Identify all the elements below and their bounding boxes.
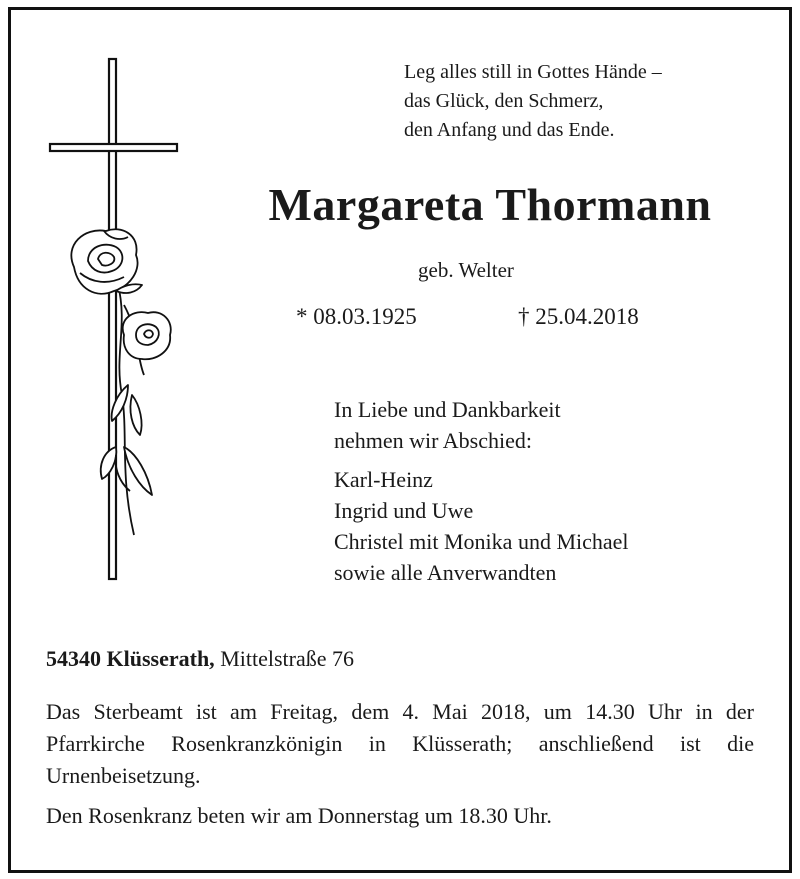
address <box>46 646 354 672</box>
farewell-line: In Liebe und Dankbarkeit <box>334 397 561 422</box>
death-date: † 25.04.2018 <box>518 304 639 329</box>
mourners-block <box>334 394 629 588</box>
motto-line: das Glück, den Schmerz, <box>404 90 604 112</box>
motto-verse <box>404 58 662 145</box>
rosary-notice: Den Rosenkranz beten wir am Donnerstag um 18.30 Uhr. <box>46 803 552 828</box>
mourner-name: Karl-Heinz <box>334 467 433 492</box>
life-dates <box>296 304 639 330</box>
deceased-name: Margareta Thormann <box>268 179 712 230</box>
motto-line: Leg alles still in Gottes Hände – <box>404 61 662 83</box>
motto-line: den Anfang und das Ende. <box>404 119 615 141</box>
service-notice <box>46 696 754 840</box>
birth-date: * 08.03.1925 <box>296 304 417 329</box>
funeral-notice: Das Sterbeamt ist am Freitag, dem 4. Mai 2018, um 14.30 Uhr in der Pfarrkirche Rosenkranzkönigin in Klüsserath; anschließend ist die Urnenbeisetzung. <box>46 699 754 788</box>
birth-name: geb. Welter <box>418 258 514 282</box>
farewell-line: nehmen wir Abschied: <box>334 428 532 453</box>
address-street: Mittelstraße 76 <box>220 646 354 671</box>
mourner-name: Ingrid und Uwe <box>334 498 474 523</box>
mourner-name: Christel mit Monika und Michael <box>334 529 629 554</box>
cross-with-roses-icon <box>44 55 184 589</box>
address-town: 54340 Klüsserath, <box>46 646 215 671</box>
mourner-name: sowie alle Anverwandten <box>334 560 557 585</box>
